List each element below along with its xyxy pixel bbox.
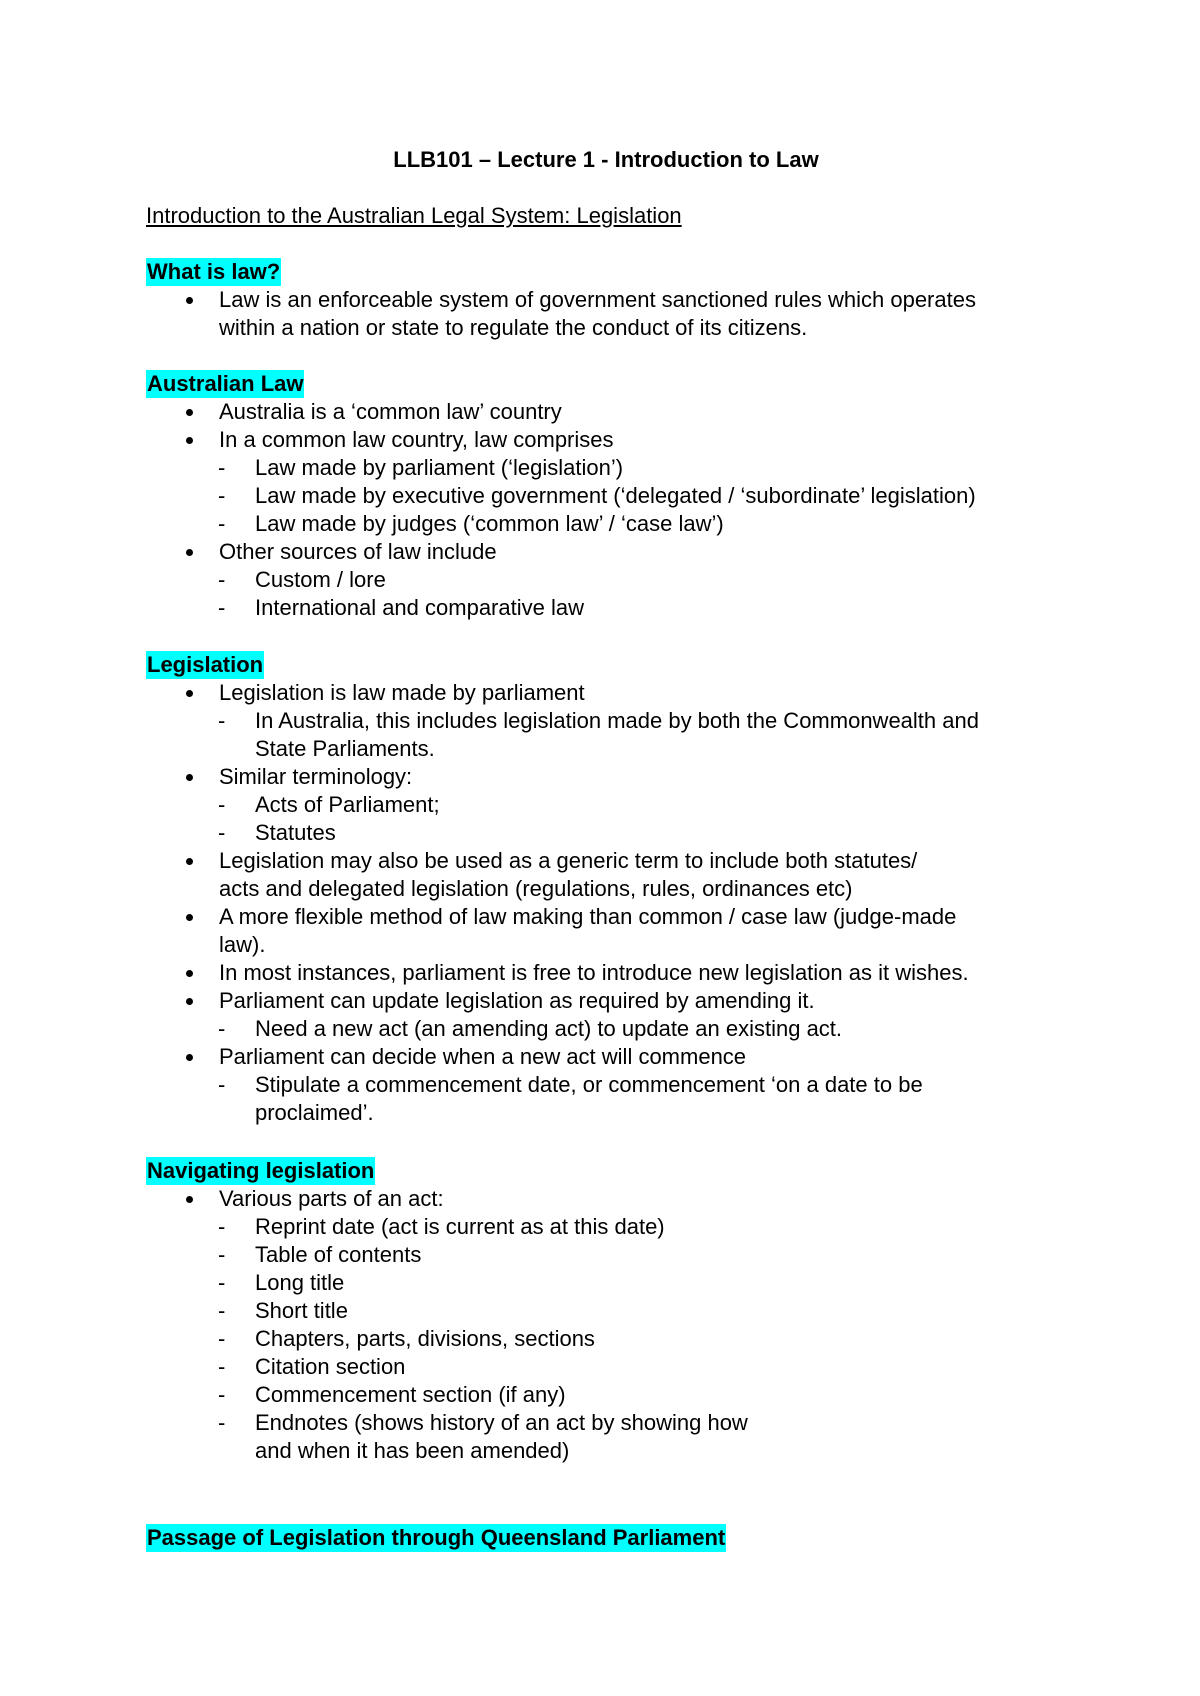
list-item: Parliament can update legislation as required by amending it.	[146, 987, 1066, 1015]
sub-list-item: - Statutes	[146, 819, 1066, 847]
section-heading: Australian Law	[147, 371, 304, 396]
sub-list-item: - Long title	[146, 1269, 1066, 1297]
list-item: Law is an enforceable system of government sanctioned rules which operates within a nation or state to regulate the conduct of its citizens.	[146, 286, 979, 342]
sub-list-item: - Chapters, parts, divisions, sections	[146, 1325, 1066, 1353]
sub-list-item: - Law made by parliament (‘legislation’)	[146, 454, 1066, 482]
sub-list-item: - Need a new act (an amending act) to update an existing act.	[146, 1015, 1066, 1043]
sub-list-item: - Commencement section (if any)	[146, 1381, 1066, 1409]
section-what-is-law	[146, 258, 1066, 342]
section-heading: Legislation	[147, 652, 264, 677]
section-legislation	[146, 651, 1066, 1127]
sub-list-item: - Acts of Parliament;	[146, 791, 1066, 819]
section-heading: What is law?	[147, 259, 281, 284]
list-item: In most instances, parliament is free to introduce new legislation as it wishes.	[146, 959, 1066, 987]
sub-list-item: - Reprint date (act is current as at this date)	[146, 1213, 1066, 1241]
list-item: Legislation is law made by parliament	[146, 679, 1066, 707]
list-item: Similar terminology:	[146, 763, 1066, 791]
document-subtitle: Introduction to the Australian Legal System: Legislation	[146, 203, 682, 228]
section-passage-of-legislation	[146, 1524, 1066, 1552]
sub-list-item: - Law made by executive government (‘delegated / ‘subordinate’ legislation)	[146, 482, 1066, 510]
section-navigating-legislation	[146, 1157, 1066, 1465]
bullet-list	[146, 286, 1066, 342]
sub-list-item: - Custom / lore	[146, 566, 1066, 594]
bullet-list	[146, 398, 1066, 622]
sub-list-item: - Endnotes (shows history of an act by showing how and when it has been amended)	[146, 1409, 765, 1465]
list-item: Australia is a ‘common law’ country	[146, 398, 1066, 426]
list-item: Various parts of an act:	[146, 1185, 1066, 1213]
sub-list-item: - Citation section	[146, 1353, 1066, 1381]
sub-list-item: - Law made by judges (‘common law’ / ‘case law’)	[146, 510, 1066, 538]
list-item: Parliament can decide when a new act will commence	[146, 1043, 1066, 1071]
list-item: Other sources of law include	[146, 538, 1066, 566]
document-title: LLB101 – Lecture 1 - Introduction to Law	[393, 147, 819, 172]
list-item: In a common law country, law comprises	[146, 426, 1066, 454]
list-item: Legislation may also be used as a generic term to include both statutes/ acts and delegated legislation (regulations, rules, ordinances etc)	[146, 847, 954, 903]
bullet-list	[146, 679, 1066, 1127]
sub-list-item: - Short title	[146, 1297, 1066, 1325]
list-item: A more flexible method of law making than common / case law (judge-made law).	[146, 903, 989, 959]
bullet-list	[146, 1185, 1066, 1465]
section-heading: Passage of Legislation through Queensland Parliament	[147, 1525, 726, 1550]
section-heading: Navigating legislation	[147, 1158, 375, 1183]
section-australian-law	[146, 370, 1066, 622]
sub-list-item: - International and comparative law	[146, 594, 1066, 622]
sub-list-item: - In Australia, this includes legislation made by both the Commonwealth and State Parliaments.	[146, 707, 995, 763]
sub-list-item: - Stipulate a commencement date, or commencement ‘on a date to be proclaimed’.	[146, 1071, 985, 1127]
sub-list-item: - Table of contents	[146, 1241, 1066, 1269]
